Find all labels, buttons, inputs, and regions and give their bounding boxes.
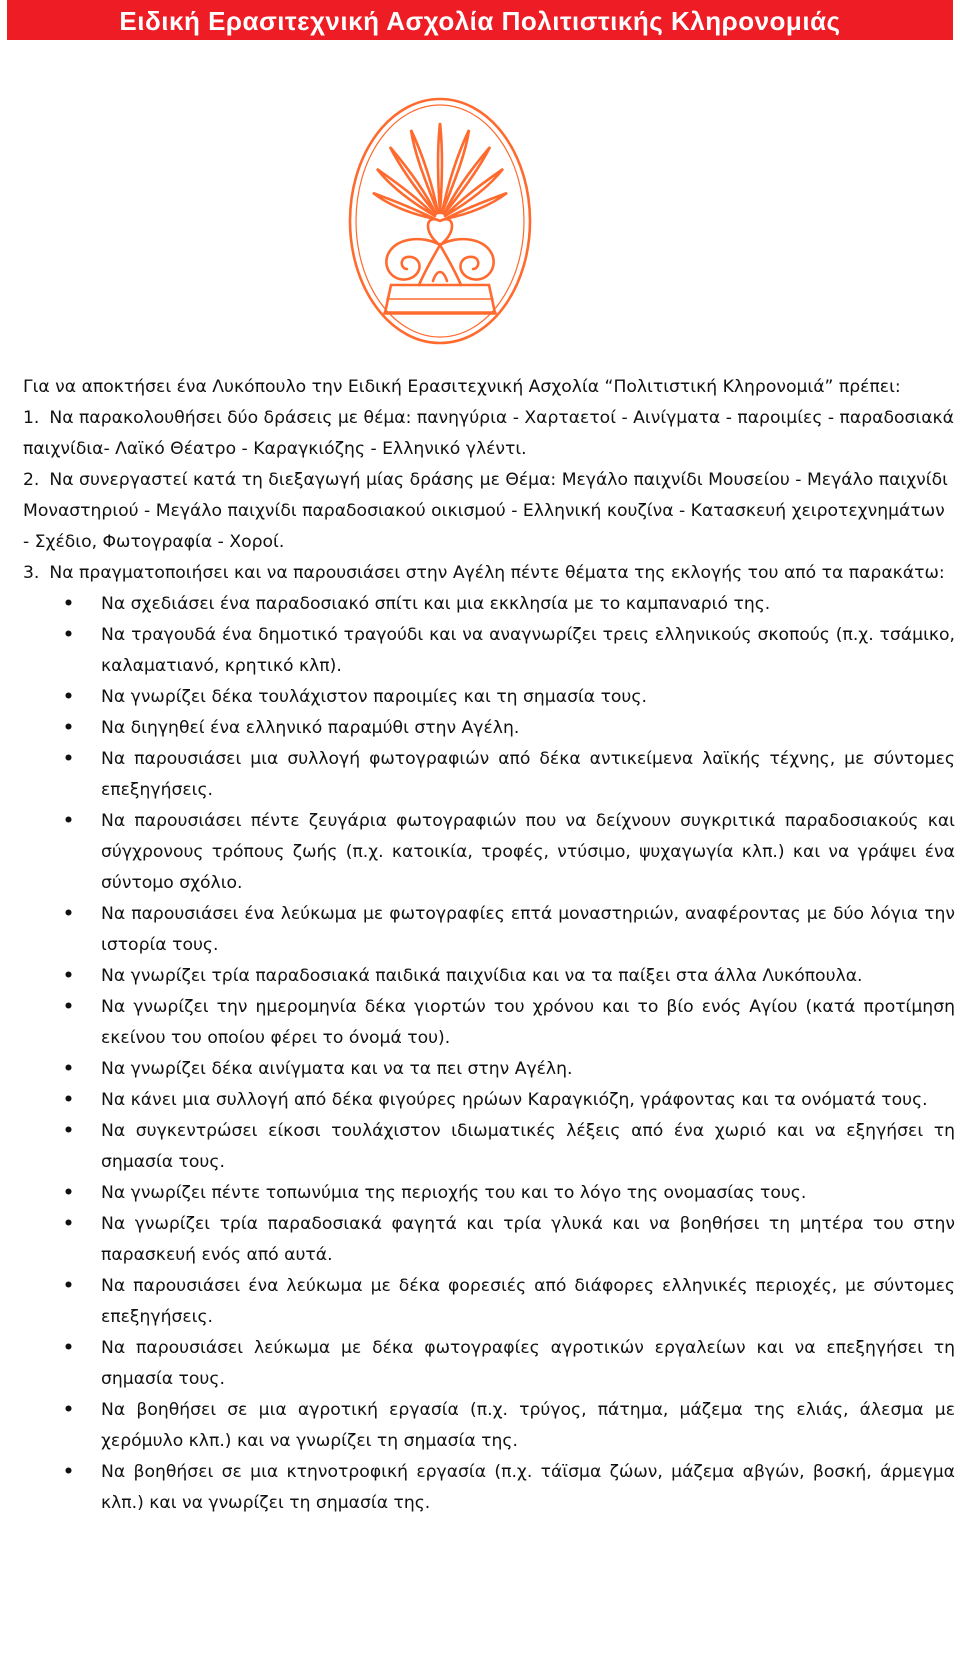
bullet-icon: • bbox=[63, 1338, 74, 1358]
list-item: • Να συγκεντρώσει είκοσι τουλάχιστον ιδιωματικές λέξεις από ένα χωριό και να εξηγήσει τη σημασία τους. bbox=[23, 1116, 955, 1178]
requirement-number: 2. bbox=[23, 470, 40, 490]
bullet-icon: • bbox=[63, 1090, 74, 1110]
bullet-icon: • bbox=[63, 966, 74, 986]
list-item: • Να γνωρίζει τρία παραδοσιακά παιδικά παιχνίδια και να τα παίξει στα άλλα Λυκόπουλα. bbox=[23, 961, 955, 992]
bullet-icon: • bbox=[63, 1121, 74, 1141]
header-bar bbox=[7, 0, 953, 40]
bullet-list bbox=[23, 589, 955, 1519]
list-item: • Να γνωρίζει τρία παραδοσιακά φαγητά και τρία γλυκά και να βοηθήσει τη μητέρα του στην παρασκευή ενός από αυτά. bbox=[23, 1209, 955, 1271]
intro-paragraph: Για να αποκτήσει ένα Λυκόπουλο την Ειδική Ερασιτεχνική Ασχολία “Πολιτιστική Κληρονομιά” πρέπει: bbox=[23, 377, 901, 397]
antefix-emblem-icon bbox=[343, 95, 538, 350]
requirement-2 bbox=[23, 465, 955, 558]
bullet-icon: • bbox=[63, 811, 74, 831]
requirement-1 bbox=[23, 403, 955, 465]
bullet-icon: • bbox=[63, 1462, 74, 1482]
list-item: • Να βοηθήσει σε μια κτηνοτροφική εργασία (π.χ. τάϊσμα ζώων, μάζεμα αβγών, βοσκή, άρμεγμα κλπ.) και να γνωρίζει τη σημασία της. bbox=[23, 1457, 955, 1519]
list-item: • Να σχεδιάσει ένα παραδοσιακό σπίτι και μια εκκλησία με το καμπαναριό της. bbox=[23, 589, 955, 620]
document-body bbox=[23, 372, 955, 1519]
list-item: • Να παρουσιάσει πέντε ζευγάρια φωτογραφιών που να δείχνουν συγκριτικά παραδοσιακούς και σύγχρονους τρόπους ζωής (π.χ. κατοικία, τροφές, ντύσιμο, ψυχαγωγία κλπ.) και να γράψει ένα σύντομο σχόλιο. bbox=[23, 806, 955, 899]
bullet-icon: • bbox=[63, 625, 74, 645]
logo bbox=[343, 95, 538, 350]
bullet-icon: • bbox=[63, 1400, 74, 1420]
list-item: • Να τραγουδά ένα δημοτικό τραγούδι και να αναγνωρίζει τρεις ελληνικούς σκοπούς (π.χ. τσάμικο, καλαματιανό, κρητικό κλπ). bbox=[23, 620, 955, 682]
list-item: • Να γνωρίζει δέκα αινίγματα και να τα πει στην Αγέλη. bbox=[23, 1054, 955, 1085]
requirement-text: Να παρακολουθήσει δύο δράσεις με θέμα: πανηγύρια - Χαρταετοί - Αινίγματα - παροιμίες - παραδοσιακά παιχνίδια- Λαϊκό Θέατρο - Καραγκιόζης - Ελληνικό γλέντι. bbox=[23, 408, 954, 459]
list-item: • Να διηγηθεί ένα ελληνικό παραμύθι στην Αγέλη. bbox=[23, 713, 955, 744]
requirement-number: 3. bbox=[23, 563, 40, 583]
list-item: • Να βοηθήσει σε μια αγροτική εργασία (π.χ. τρύγος, πάτημα, μάζεμα της ελιάς, άλεσμα με χερόμυλο κλπ.) και να γνωρίζει τη σημασία της. bbox=[23, 1395, 955, 1457]
list-item: • Να παρουσιάσει μια συλλογή φωτογραφιών από δέκα αντικείμενα λαϊκής τέχνης, με σύντομες επεξηγήσεις. bbox=[23, 744, 955, 806]
page-title: Ειδική Ερασιτεχνική Ασχολία Πολιτιστικής Κληρονομιάς bbox=[119, 6, 841, 36]
list-item: • Να παρουσιάσει λεύκωμα με δέκα φωτογραφίες αγροτικών εργαλείων και να επεξηγήσει τη σημασία τους. bbox=[23, 1333, 955, 1395]
requirement-text: Να πραγματοποιήσει και να παρουσιάσει στην Αγέλη πέντε θέματα της εκλογής του από τα παρακάτω: bbox=[49, 563, 945, 583]
bullet-icon: • bbox=[63, 1183, 74, 1203]
list-item: • Να γνωρίζει την ημερομηνία δέκα γιορτών του χρόνου και το βίο ενός Αγίου (κατά προτίμηση εκείνου του οποίου φέρει το όνομά του). bbox=[23, 992, 955, 1054]
bullet-icon: • bbox=[63, 718, 74, 738]
list-item: • Να γνωρίζει δέκα τουλάχιστον παροιμίες και τη σημασία τους. bbox=[23, 682, 955, 713]
bullet-icon: • bbox=[63, 1214, 74, 1234]
list-item: • Να κάνει μια συλλογή από δέκα φιγούρες ηρώων Καραγκιόζη, γράφοντας και τα ονόματά τους. bbox=[23, 1085, 955, 1116]
bullet-icon: • bbox=[63, 997, 74, 1017]
requirement-text: Να συνεργαστεί κατά τη διεξαγωγή μίας δράσης με Θέμα: Μεγάλο παιχνίδι Μουσείου - Μεγάλο παιχνίδι Μοναστηριού - Μεγάλο παιχνίδι παραδοσιακού οικισμού - Ελληνική κουζίνα - Κατασκευή χειροτεχνημάτων - Σχέδιο, Φωτογραφία - Χοροί. bbox=[23, 470, 948, 552]
bullet-icon: • bbox=[63, 749, 74, 769]
bullet-icon: • bbox=[63, 1059, 74, 1079]
bullet-icon: • bbox=[63, 904, 74, 924]
bullet-icon: • bbox=[63, 687, 74, 707]
requirement-3 bbox=[23, 558, 955, 589]
list-item: • Να γνωρίζει πέντε τοπωνύμια της περιοχής του και το λόγο της ονομασίας τους. bbox=[23, 1178, 955, 1209]
list-item: • Να παρουσιάσει ένα λεύκωμα με δέκα φορεσιές από διάφορες ελληνικές περιοχές, με σύντομες επεξηγήσεις. bbox=[23, 1271, 955, 1333]
list-item: • Να παρουσιάσει ένα λεύκωμα με φωτογραφίες επτά μοναστηριών, αναφέροντας με δύο λόγια την ιστορία τους. bbox=[23, 899, 955, 961]
requirement-number: 1. bbox=[23, 408, 40, 428]
bullet-icon: • bbox=[63, 1276, 74, 1296]
bullet-icon: • bbox=[63, 594, 74, 614]
